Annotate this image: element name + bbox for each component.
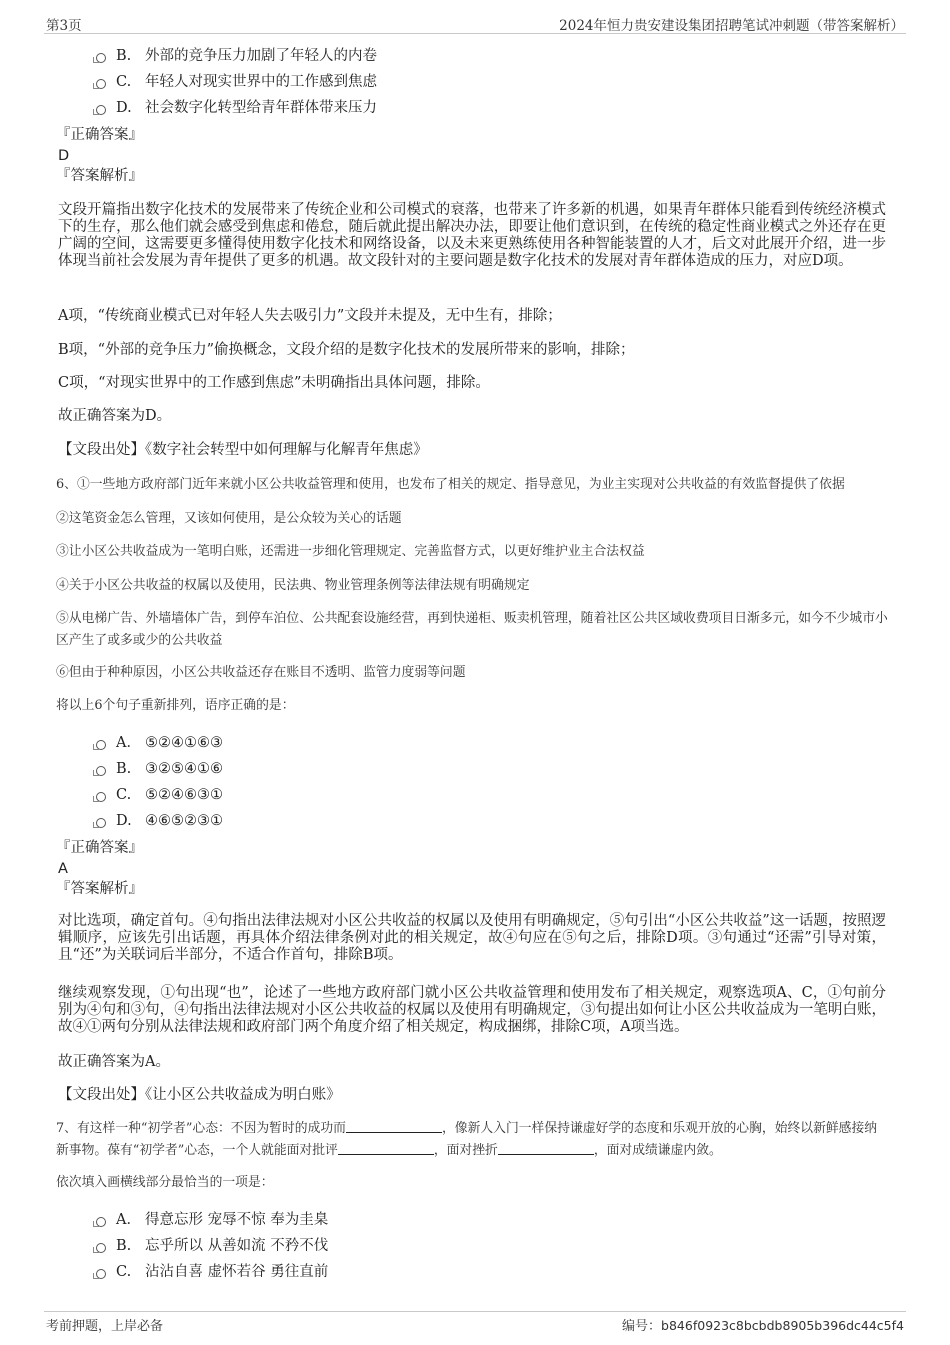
q6-analysis-label: 『答案解析』 [56,881,143,897]
q7-option-a[interactable]: A． 得意忘形 宠辱不惊 奉为圭臬 [96,1210,328,1230]
q6-sentence-2: ②这笔资金怎么管理，又该如何使用，是公众较为关心的话题 [56,511,402,526]
q6-option-d[interactable]: D. ④⑥⑤②③① [96,811,223,831]
radio-icon[interactable] [96,1217,106,1227]
q7-option-b[interactable]: B. 忘乎所以 从善如流 不矜不伐 [96,1236,328,1256]
q6-answer-label: 『正确答案』 [56,840,143,856]
fill-blank-3[interactable] [498,1142,594,1155]
radio-icon[interactable] [96,105,106,115]
radio-icon[interactable] [96,792,106,802]
q5-analysis-b: B项，“外部的竞争压力”偷换概念，文段介绍的是数字化技术的发展所带来的影响，排除； [58,342,635,358]
q6-option-a[interactable]: A． ⑤②④①⑥③ [96,733,223,753]
radio-icon[interactable] [96,53,106,63]
q6-conclusion: 故正确答案为A。 [58,1054,170,1070]
q6-answer: A [58,861,68,877]
fill-blank-2[interactable] [338,1142,434,1155]
q5-option-c[interactable]: C. 年轻人对现实世界中的工作感到焦虑 [96,72,377,92]
q6-analysis-paragraph-2: 继续观察发现，①句出现“也”，论述了一些地方政府部门就小区公共收益管理和使用发布了相关规定，观察选项A、C，①句前分别为④句和③句，④句指出法律法规对小区公共收益的权属以及使用有明确规定，③句提出如何让小区公共收益成为一笔明白账，故④①两句分别从法律法规和政府部门两个角度介绍了相关规定，构成捆绑，排除C项，A项当选。 [58,985,886,1035]
header-divider [44,33,906,34]
q7-stem: 7、有这样一种“初学者”心态：不因为暂时的成功而 ，像新人入门一样保持谦虚好学的态度和乐观开放的心胸，始终以新鲜感接纳新事物。葆有“初学者”心态，一个人就能面对批评 ，面对挫折 ，面对成绩谦虚内敛。 [56,1121,878,1158]
q7-prompt: 依次填入画横线部分最恰当的一项是： [56,1175,274,1190]
q5-analysis-a: A项，“传统商业模式已对年轻人失去吸引力”文段并未提及，无中生有，排除； [58,308,562,324]
q5-analysis-c: C项，“对现实世界中的工作感到焦虑”未明确指出具体问题，排除。 [58,375,490,391]
radio-icon[interactable] [96,1269,106,1279]
footer-slogan: 考前押题，上岸必备 [46,1319,164,1334]
q6-sentence-5: ⑤从电梯广告、外墙墙体广告，到停车泊位、公共配套设施经营，再到快递柜、贩卖机管理，随着社区公共区域收费项目日渐多元，如今不少城市小区产生了或多或少的公共收益 [56,611,888,648]
q5-option-b[interactable]: B. 外部的竞争压力加剧了年轻人的内卷 [96,46,377,66]
document-code: 编号：b846f0923c8bcbdb8905b396dc44c5f4 [622,1318,904,1334]
q7-option-c[interactable]: C. 沾沾自喜 虚怀若谷 勇往直前 [96,1262,328,1282]
q6-sentence-4: ④关于小区公共收益的权属以及使用，民法典、物业管理条例等法律法规有明确规定 [56,578,530,593]
radio-icon[interactable] [96,1243,106,1253]
radio-icon[interactable] [96,766,106,776]
footer-divider [44,1311,906,1312]
q5-answer: D [58,148,70,164]
q6-sentence-6: ⑥但由于种种原因，小区公共收益还存在账目不透明、监管力度弱等问题 [56,665,466,680]
page-number: 第3页 [46,18,82,34]
radio-icon[interactable] [96,79,106,89]
q5-analysis-label: 『答案解析』 [56,168,143,184]
q5-conclusion: 故正确答案为D。 [58,408,172,424]
q6-option-b[interactable]: B. ③②⑤④①⑥ [96,759,223,779]
q5-source: 【文段出处】《数字社会转型中如何理解与化解青年焦虑》 [58,442,428,458]
radio-icon[interactable] [96,740,106,750]
q5-option-d[interactable]: D. 社会数字化转型给青年群体带来压力 [96,98,377,118]
radio-icon[interactable] [96,818,106,828]
q5-answer-label: 『正确答案』 [56,127,143,143]
q6-source: 【文段出处】《让小区公共收益成为明白账》 [58,1087,341,1103]
q6-prompt: 将以上6个句子重新排列，语序正确的是： [56,698,295,713]
fill-blank-1[interactable] [346,1120,442,1133]
q6-analysis-paragraph-1: 对比选项，确定首句。④句指出法律法规对小区公共收益的权属以及使用有明确规定，⑤句引出“小区公共收益”这一话题，按照逻辑顺序，应该先引出话题，再具体介绍法律条例对此的相关规定，故④句应在⑤句之后，排除D项。③句通过“还需”引导对策，且“还”为关联词后半部分，不适合作首句，排除B项。 [58,913,886,963]
q6-option-c[interactable]: C. ⑤②④⑥③① [96,785,223,805]
document-title: 2024年恒力贵安建设集团招聘笔试冲刺题（带答案解析） [559,18,904,34]
q6-sentence-3: ③让小区公共收益成为一笔明白账，还需进一步细化管理规定、完善监督方式，以更好维护业主合法权益 [56,544,645,559]
q5-analysis-paragraph: 文段开篇指出数字化技术的发展带来了传统企业和公司模式的衰落，也带来了许多新的机遇，如果青年群体只能看到传统经济模式下的生存，那么他们就会感受到焦虑和倦怠，随后就此提出解决办法，即要让他们意识到，在传统的稳定性商业模式之外还存在更广阔的空间，这需要更多懂得使用数字化技术和网络设备，以及未来更熟练使用各种智能装置的人才，后文对此展开介绍，进一步体现当前社会发展为青年提供了更多的机遇。故文段针对的主要问题是数字化技术的发展对青年群体造成的压力，对应D项。 [58,202,886,269]
q6-stem: 6、①一些地方政府部门近年来就小区公共收益管理和使用，也发布了相关的规定、指导意见，为业主实现对公共收益的有效监督提供了依据 [56,477,845,492]
